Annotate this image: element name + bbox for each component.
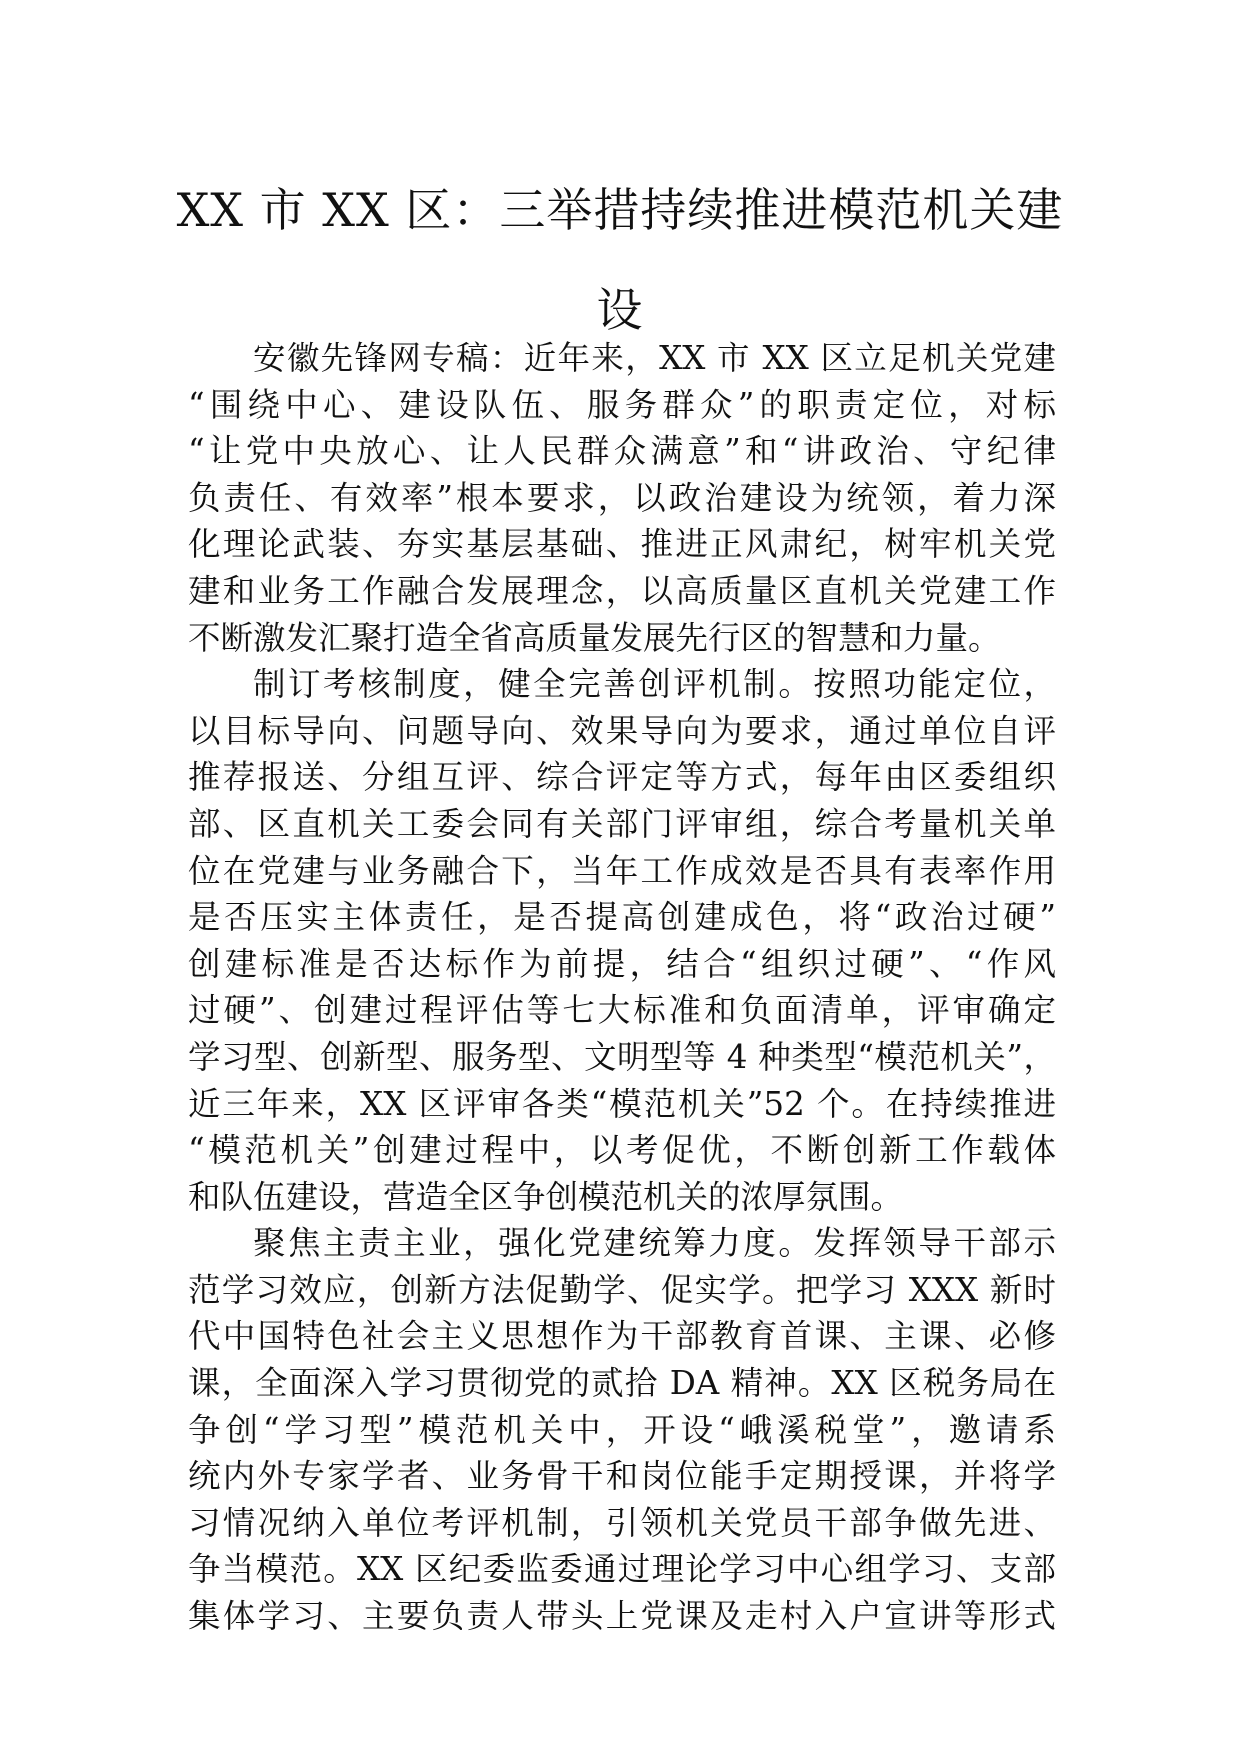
text-line: 集体学习、主要负责人带头上党课及走村入户宣讲等形式 (188, 1597, 1056, 1636)
document-title (150, 160, 1090, 360)
text-line: 习情况纳入单位考评机制，引领机关党员干部争做先进、 (188, 1503, 1056, 1542)
text-line: 创建标准是否达标作为前提，结合“组织过硬”、“作风 (188, 944, 1056, 983)
text-line: 化理论武装、夯实基层基础、推进正风肃纪，树牢机关党 (188, 525, 1056, 564)
text-line: 课，全面深入学习贯彻党的贰拾 DA 精神。XX 区税务局在 (188, 1364, 1056, 1403)
text-line: 以目标导向、问题导向、效果导向为要求，通过单位自评 (188, 711, 1056, 750)
text-line: “模范机关”创建过程中，以考促优，不断创新工作载体 (188, 1131, 1056, 1170)
text-line: 制订考核制度，健全完善创评机制。按照功能定位， (253, 665, 1056, 704)
text-line: 安徽先锋网专稿：近年来，XX 市 XX 区立足机关党建 (253, 339, 1056, 377)
text-line: 聚焦主责主业，强化党建统筹力度。发挥领导干部示 (253, 1224, 1056, 1263)
text-line: 争当模范。XX 区纪委监委通过理论学习中心组学习、支部 (188, 1550, 1056, 1589)
paragraph-intro (188, 335, 1056, 661)
text-line: 负责任、有效率”根本要求，以政治建设为统领，着力深 (188, 478, 1056, 517)
text-line: 学习型、创新型、服务型、文明型等 4 种类型“模范机关”， (188, 1037, 1056, 1076)
text-line: 不断激发汇聚打造全省高质量发展先行区的智慧和力量。 (188, 618, 1001, 657)
text-line: 近三年来，XX 区评审各类“模范机关”52 个。在持续推进 (188, 1084, 1056, 1123)
text-line: 推荐报送、分组互评、综合评定等方式，每年由区委组织 (188, 758, 1056, 797)
text-line: 过硬”、创建过程评估等七大标准和负面清单，评审确定 (188, 991, 1056, 1030)
text-line: 争创“学习型”模范机关中，开设“峨溪税堂”，邀请系 (188, 1410, 1056, 1449)
paragraph-assessment (188, 661, 1056, 1220)
text-line: 部、区直机关工委会同有关部门评审组，综合考量机关单 (188, 804, 1056, 843)
text-line: 是否压实主体责任，是否提高创建成色，将“政治过硬” (188, 898, 1056, 937)
text-line: “围绕中心、建设队伍、服务群众”的职责定位，对标 (188, 385, 1056, 424)
title-line: XX 市 XX 区：三举措持续推进模范机关建 (176, 183, 1064, 237)
text-line: 建和业务工作融合发展理念，以高质量区直机关党建工作 (188, 571, 1056, 610)
text-line: 代中国特色社会主义思想作为干部教育首课、主课、必修 (188, 1317, 1056, 1356)
text-line: 和队伍建设，营造全区争创模范机关的浓厚氛围。 (188, 1177, 904, 1216)
text-line: “让党中央放心、让人民群众满意”和“讲政治、守纪律 (188, 432, 1056, 471)
text-line: 位在党建与业务融合下，当年工作成效是否具有表率作用 (188, 851, 1056, 890)
text-line: 统内外专家学者、业务骨干和岗位能手定期授课，并将学 (188, 1457, 1056, 1496)
title-line: 设 (596, 283, 644, 337)
paragraph-focus (188, 1220, 1056, 1639)
text-line: 范学习效应，创新方法促勤学、促实学。把学习 XXX 新时 (188, 1270, 1056, 1309)
document-body (188, 335, 1056, 1640)
